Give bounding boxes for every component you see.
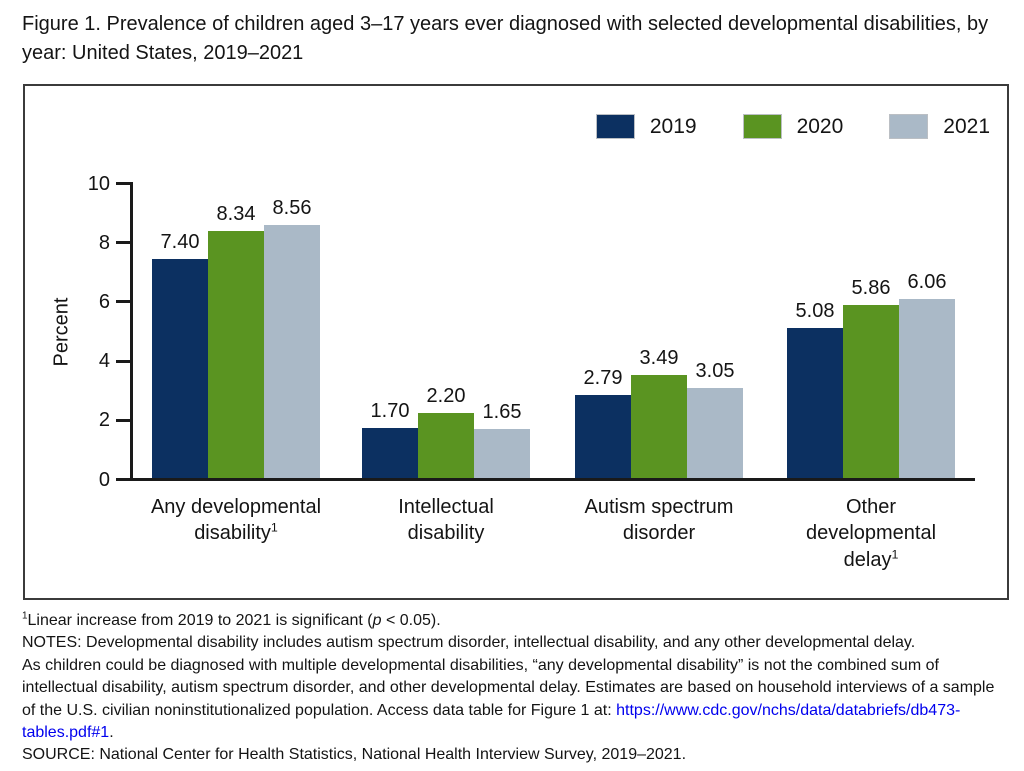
- bar-value-label: 2.79: [583, 367, 623, 390]
- legend-label-2021: 2021: [943, 114, 990, 138]
- y-axis-tick: [116, 478, 130, 481]
- footnote-notes: As children could be diagnosed with multiple developmental disabilities, “any developmental disability” is not the combined sum of intellectual disability, autism spectrum disorder, and other developmental delay. Estimates are based on household interviews of a sample of the U.S. civilian noninstitutionalized population. Access data table for Figure 1 at: https://www.cdc.gov/nchs/data/databriefs/db473-tables.pdf#1.: [22, 656, 995, 741]
- bar-2019-cat0: [152, 259, 208, 478]
- bar-group: [787, 182, 955, 481]
- y-axis-tick: [116, 360, 130, 363]
- footnotes: [22, 610, 1012, 767]
- bar-value-label: 3.05: [695, 359, 735, 382]
- y-axis-tick: [116, 300, 130, 303]
- legend-item-2021: [889, 114, 990, 139]
- bar-2021-cat1: [474, 429, 530, 478]
- legend-swatch-2021: [889, 114, 928, 139]
- bar-group: [362, 182, 530, 481]
- bar-2020-cat2: [631, 375, 687, 478]
- footnote-superscript: 1: [22, 610, 28, 622]
- bar-value-label: 1.70: [370, 399, 410, 422]
- bar-value-label: 7.40: [160, 230, 200, 253]
- legend-label-2019: 2019: [649, 114, 697, 138]
- bar-2020-cat0: [208, 231, 264, 478]
- bar-value-label: 6.06: [907, 270, 947, 293]
- y-axis-tick-label: 6: [98, 290, 110, 313]
- italic-p: p: [372, 612, 382, 629]
- y-axis-line: [130, 182, 133, 481]
- legend-swatch-2020: [743, 114, 782, 139]
- bar-value-label: 3.49: [639, 346, 679, 369]
- y-axis-title: Percent: [50, 297, 73, 366]
- bar-value-label: 8.56: [272, 196, 312, 219]
- bar-group: [575, 182, 743, 481]
- bar-2019-cat2: [575, 395, 631, 478]
- y-axis-tick-label: 4: [98, 350, 110, 373]
- legend-label-2020: 2020: [796, 114, 844, 138]
- bar-value-label: 2.20: [426, 384, 466, 407]
- footnote-source: SOURCE: National Center for Health Statistics, National Health Interview Survey, 2019–2021.: [22, 746, 687, 764]
- bar-2019-cat1: [362, 428, 418, 478]
- y-axis-tick-label: 8: [98, 231, 110, 254]
- plot-area: [50, 172, 975, 571]
- bar-2021-cat2: [687, 388, 743, 478]
- x-category-label: Any developmental disability$^1$: [150, 496, 322, 545]
- legend-item-2019: [596, 114, 697, 139]
- bar-group: [152, 182, 320, 481]
- footnote-notes-line1: NOTES: Developmental disability includes autism spectrum disorder, intellectual disability, and any other developmental delay.: [22, 634, 916, 652]
- category-superscript: 1: [891, 547, 899, 562]
- bar-2020-cat3: [843, 305, 899, 478]
- y-axis-tick-label: 10: [87, 172, 110, 195]
- bar-2021-cat3: [899, 299, 955, 478]
- bar-2019-cat3: [787, 328, 843, 478]
- y-axis-tick: [116, 182, 130, 185]
- x-category-label: Other developmental delay$^1$: [805, 496, 937, 571]
- x-category-label: Intellectual disability: [398, 496, 494, 545]
- bar-2021-cat0: [264, 225, 320, 478]
- data-table-link[interactable]: https://www.cdc.gov/nchs/data/databriefs/db473-tables.pdf#1: [22, 701, 961, 741]
- y-axis-tick-label: 2: [98, 409, 110, 432]
- legend-swatch-2019: [596, 114, 635, 139]
- bar-value-label: 8.34: [216, 203, 256, 226]
- y-axis-tick-label: 0: [98, 468, 110, 491]
- legend: [596, 114, 990, 139]
- y-axis-tick: [116, 241, 130, 244]
- bar-value-label: 1.65: [482, 401, 522, 424]
- bar-value-label: 5.86: [851, 276, 891, 299]
- figure-title: Figure 1. Prevalence of children aged 3–17 years ever diagnosed with selected developmental disabilities, by year: United States, 2019–2021: [22, 13, 989, 64]
- category-superscript: 1: [270, 520, 278, 535]
- footnote-significance: $^1$Linear increase from 2019 to 2021 is significant (p < 0.05).: [22, 610, 441, 629]
- y-axis-tick: [116, 419, 130, 422]
- x-category-label: Autism spectrum disorder: [584, 496, 734, 545]
- chart-panel: [23, 84, 1009, 600]
- legend-item-2020: [743, 114, 844, 139]
- bar-value-label: 5.08: [795, 299, 835, 322]
